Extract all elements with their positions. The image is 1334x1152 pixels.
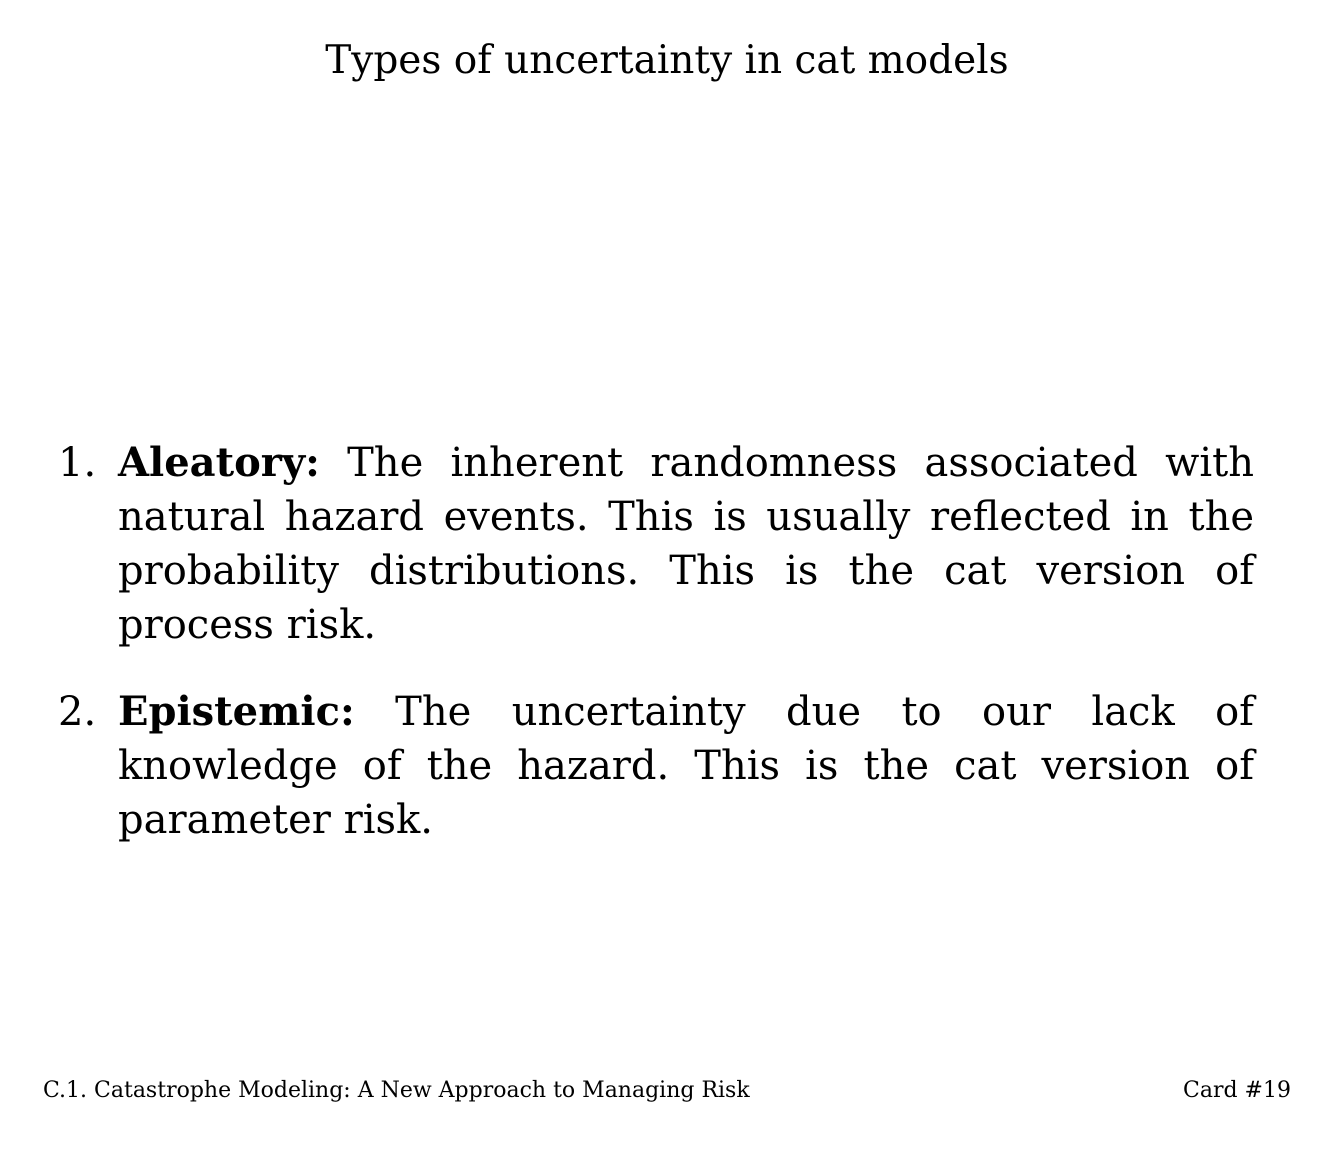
item-description: The uncertainty due to our lack of knowledge of the hazard. This is the cat version of parameter risk. xyxy=(118,689,1254,843)
item-text xyxy=(118,436,1254,652)
item-number: 2. xyxy=(58,689,97,735)
card-number: Card #19 xyxy=(1183,1078,1291,1103)
uncertainty-list xyxy=(58,436,1254,880)
footer-source: C.1. Catastrophe Modeling: A New Approach to Managing Risk xyxy=(43,1078,750,1103)
item-term: Aleatory: xyxy=(118,439,320,486)
footer xyxy=(43,1078,1291,1104)
list-item-epistemic xyxy=(58,685,1254,847)
list-item-aleatory xyxy=(58,436,1254,652)
item-description: The inherent randomness associated with natural hazard events. This is usually reflected in the probability distributions. This is the cat version of process risk. xyxy=(118,440,1255,648)
item-number: 1. xyxy=(58,440,97,486)
page-title: Types of uncertainty in cat models xyxy=(325,38,1009,83)
item-text xyxy=(118,685,1254,847)
item-term: Epistemic: xyxy=(118,688,355,735)
